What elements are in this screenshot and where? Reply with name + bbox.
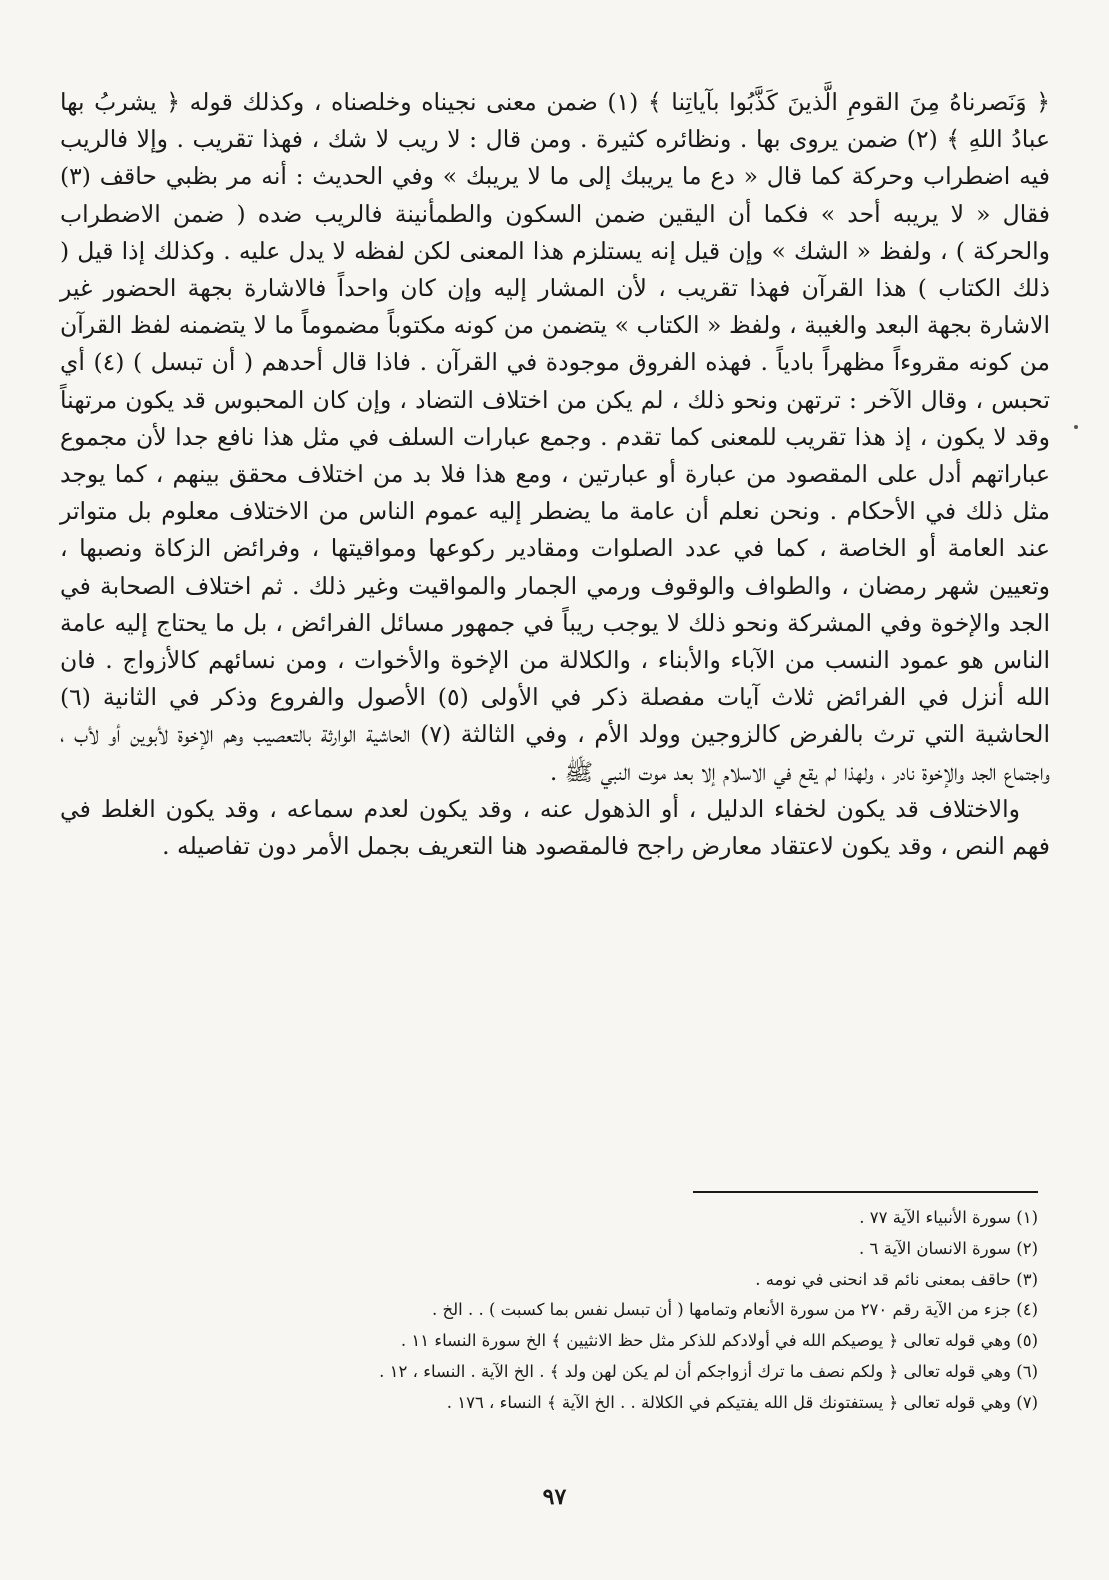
footnote-divider <box>693 1191 1038 1193</box>
body-paragraph-1: ﴿ وَنَصرناهُ مِنَ القومِ الَّذينَ كَذَّبُوا بآياتِنا ﴾ (١) ضمن معنى نجيناه وخلصناه ، وكذلك قوله ﴿ يشربُ بها عبادُ اللهِ ﴾ (٢) ضمن يروى بها . ونظائره كثيرة . ومن قال : لا ريب لا شك ، فهذا تقريب . وإلا فالريب فيه اضطراب وحركة كما قال « دع ما يريبك إلى ما لا يريبك » وفي الحديث : أنه مر بظبي حاقف (٣) فقال « لا يريبه أحد » فكما أن اليقين ضمن السكون والطمأنينة فالريب ضده ( ضمن الاضطراب والحركة ) ، ولفظ « الشك » وإن قيل إنه يستلزم هذا المعنى لكن لفظه لا يدل عليه . وكذلك إذا قيل ( ذلك الكتاب ) هذا القرآن فهذا تقريب ، لأن المشار إليه وإن كان واحداً فالاشارة بجهة الحضور غير الاشارة بجهة البعد والغيبة ، ولفظ « الكتاب » يتضمن من كونه مكتوباً مضموماً ما لا يتضمنه لفظ القرآن من كونه مقروءاً مظهراً بادياً . فهذه الفروق موجودة في القرآن . فاذا قال أحدهم ( أن تبسل ) (٤) أي تحبس ، وقال الآخر : ترتهن ونحو ذلك ، لم يكن من اختلاف التضاد ، وإن كان المحبوس قد يكون مرتهناً وقد لا يكون ، إذ هذا تقريب للمعنى كما تقدم . وجمع عبارات السلف في مثل هذا نافع جدا لأن مجموع عباراتهم أدل على المقصود من عبارة أو عبارتين ، ومع هذا فلا بد من اختلاف محقق بينهم ، كما يوجد مثل ذلك في الأحكام . ونحن نعلم أن عامة ما يضطر إليه عموم الناس من الاختلاف معلوم بل متواتر عند العامة أو الخاصة ، كما في عدد الصلوات ومقادير ركوعها ومواقيتها ، وفرائض الزكاة ونصبها ، وتعيين شهر رمضان ، والطواف والوقوف ورمي الجمار والمواقيت وغير ذلك . ثم اختلاف الصحابة في الجد والإخوة وفي المشركة ونحو ذلك لا يوجب ريباً في جمهور مسائل الفرائض ، بل ما يحتاج إليه عامة الناس هو عمود النسب من الآباء والأبناء ، والكلالة من الإخوة والأخوات ، ومن نسائهم كالأزواج . فان الله أنزل في الفرائض ثلاث آيات مفصلة ذكر في الأولى (٥) الأصول والفروع وذكر في الثانية (٦) الحاشية التي ترث بالفرض كالزوجين وولد الأم ، وفي الثالثة (٧) الحاشية الوارثة بالتعصيب وهم الإخوة لأبوين أو لأب ، واجتماع الجد والإخوة نادر ، ولهذا لم يقع في الاسلام إلا بعد موت النبي ﷺ . <box>60 88 1050 786</box>
footnote-3: (٣) حاقف بمعنى نائم قد انحنى في نومه . <box>755 1269 1038 1289</box>
footnote-5: (٥) وهي قوله تعالى ﴿ يوصيكم الله في أولادكم للذكر مثل حظ الانثيين ﴾ الخ سورة النساء ١١ . <box>400 1331 1038 1351</box>
footnote-4: (٤) جزء من الآية رقم ٢٧٠ من سورة الأنعام وتمامها ( أن تبسل نفس بما كسبت ) . . الخ . <box>432 1300 1038 1320</box>
footnotes-list <box>138 1203 1038 1419</box>
margin-mark <box>1074 425 1078 429</box>
body-paragraph-2: والاختلاف قد يكون لخفاء الدليل ، أو الذهول عنه ، وقد يكون لعدم سماعه ، وقد يكون الغلط في فهم النص ، وقد يكون لاعتقاد معارض راجح فالمقصود هنا التعريف بجمل الأمر دون تفاصيله . <box>60 794 1050 861</box>
footnote-7: (٧) وهي قوله تعالى ﴿ يستفتونك قل الله يفتيكم في الكلالة . . الخ الآية ﴾ النساء ، ١٧٦ . <box>446 1392 1038 1412</box>
page-body <box>60 84 1050 865</box>
page-number: ٩٧ <box>542 1484 567 1510</box>
footnote-1: (١) سورة الأنبياء الآية ٧٧ . <box>859 1208 1038 1227</box>
footnote-2: (٢) سورة الانسان الآية ٦ . <box>859 1238 1038 1258</box>
footnote-6: (٦) وهي قوله تعالى ﴿ ولكم نصف ما ترك أزواجكم أن لم يكن لهن ولد ﴾ . الخ الآية . النساء ، ١٢ . <box>379 1361 1038 1381</box>
